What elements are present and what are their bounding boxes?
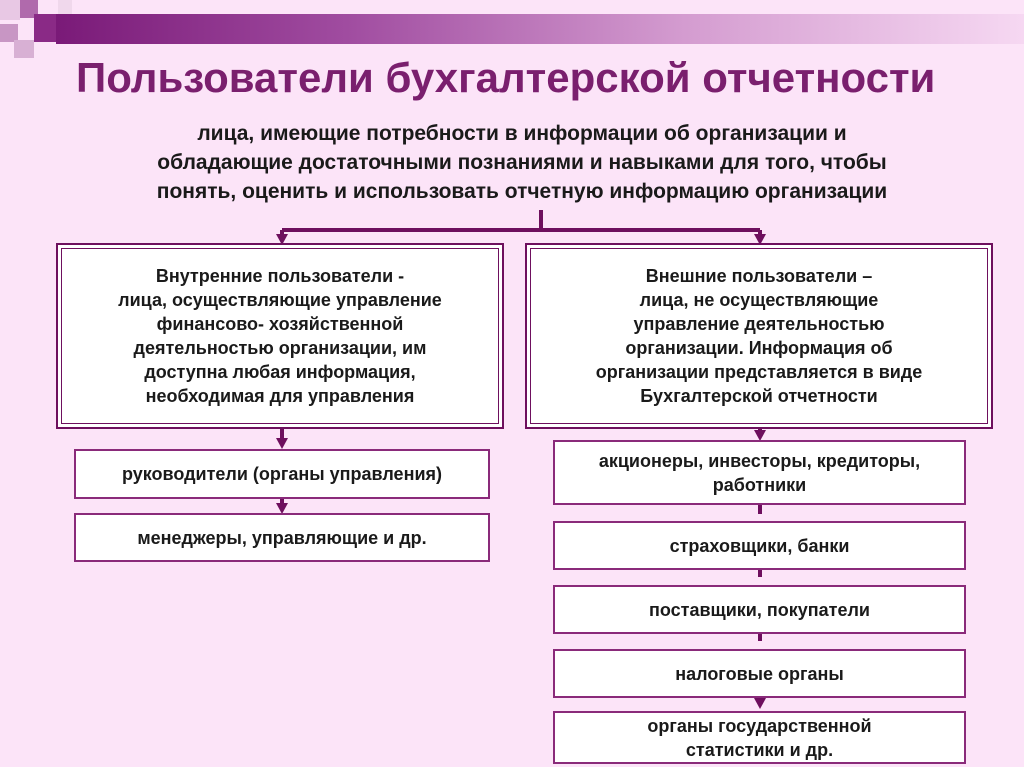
arrowhead bbox=[276, 438, 288, 449]
external-item-label: органы государственной bbox=[647, 715, 872, 736]
definition-line: понять, оценить и использовать отчетную информацию организации bbox=[156, 180, 888, 203]
arrowhead bbox=[754, 698, 766, 709]
external-item-label: поставщики, покупатели bbox=[649, 599, 870, 620]
external-item-box bbox=[553, 585, 966, 634]
external-item-label: работники bbox=[712, 474, 807, 495]
external-users-line: организации. Информация об bbox=[625, 338, 893, 358]
internal-users-box bbox=[56, 243, 504, 429]
page-title: Пользователи бухгалтерской отчетности bbox=[76, 54, 936, 101]
external-item-box bbox=[553, 440, 966, 505]
internal-item-box bbox=[74, 449, 490, 499]
external-item-box bbox=[553, 521, 966, 570]
external-item-label: налоговые органы bbox=[675, 663, 844, 684]
internal-users-line: деятельностью организации, им bbox=[133, 338, 427, 358]
definition-line: лица, имеющие потребности в информации об организации и bbox=[197, 122, 847, 145]
internal-item-label: менеджеры, управляющие и др. bbox=[137, 527, 427, 548]
external-users-box bbox=[525, 243, 993, 429]
external-users-line: Бухгалтерской отчетности bbox=[640, 386, 878, 406]
internal-item-label: руководители (органы управления) bbox=[121, 464, 443, 484]
external-item-box bbox=[553, 649, 966, 698]
external-users-line: Внешние пользователи – bbox=[645, 266, 873, 286]
external-users-line: лица, не осуществляющие bbox=[639, 290, 879, 310]
internal-users-line: доступна любая информация, bbox=[144, 362, 416, 382]
external-item-label: страховщики, банки bbox=[669, 535, 850, 556]
external-item-label: статистики и др. bbox=[685, 739, 834, 760]
internal-users-line: необходимая для управления bbox=[145, 386, 415, 406]
internal-users-line: лица, осуществляющие управление bbox=[118, 290, 442, 310]
external-item-box bbox=[553, 711, 966, 764]
definition-line: обладающие достаточными познаниями и навыками для того, чтобы bbox=[157, 151, 887, 174]
external-users-line: управление деятельностью bbox=[633, 314, 885, 334]
external-item-label: акционеры, инвесторы, кредиторы, bbox=[598, 450, 921, 471]
internal-users-line: финансово- хозяйственной bbox=[156, 314, 404, 334]
external-users-line: организации представляется в виде bbox=[595, 362, 923, 382]
internal-users-line: Внутренние пользователи - bbox=[155, 266, 405, 286]
internal-item-box bbox=[74, 513, 490, 562]
